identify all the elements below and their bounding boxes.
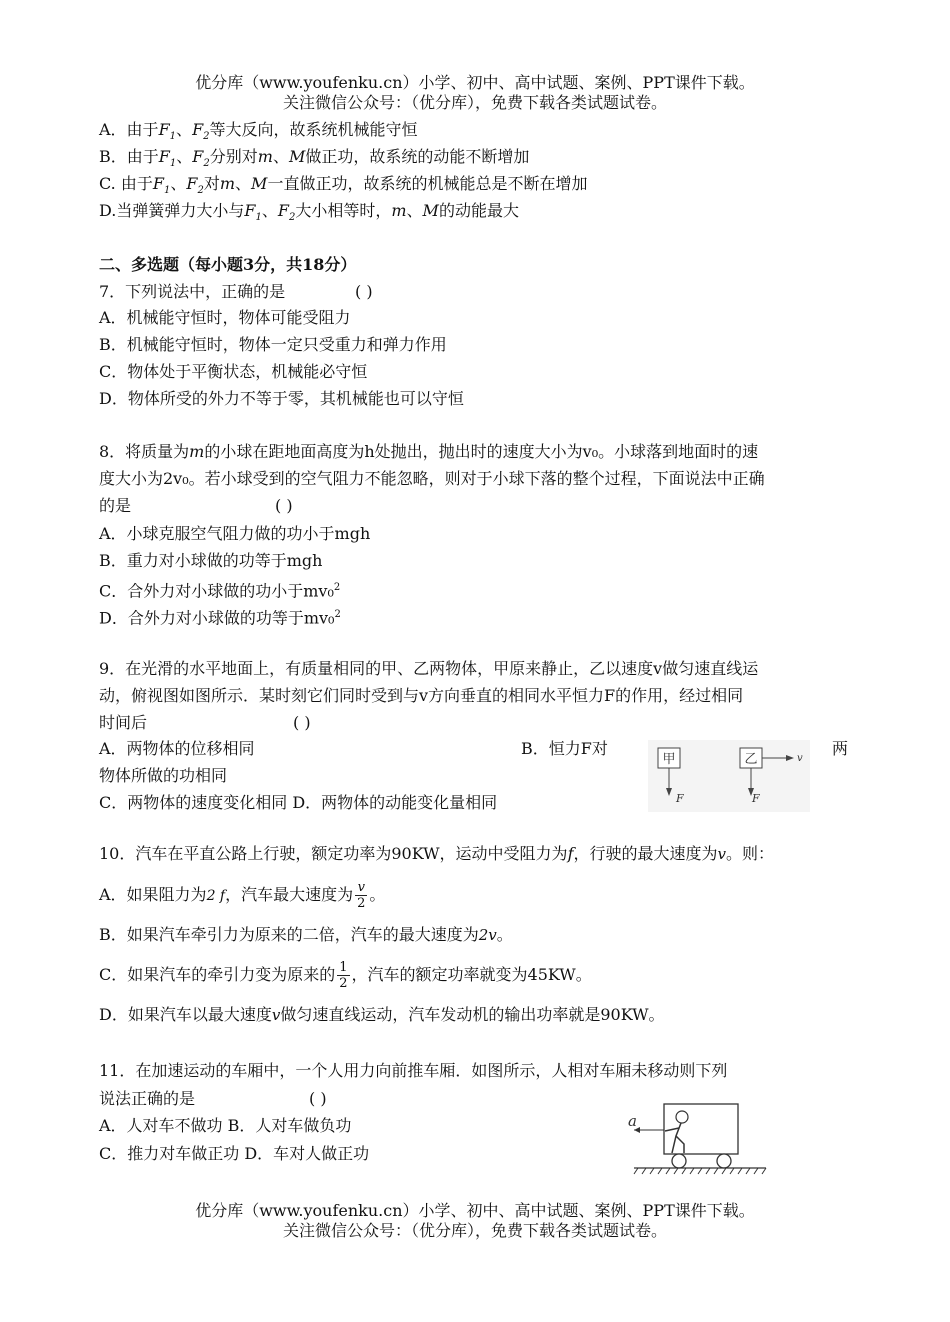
q10-option-b: B．如果汽车牵引力为原来的二倍，汽车的最大速度为2v。 — [99, 925, 513, 944]
q10-option-a: A．如果阻力为2 f，汽车最大速度为 $\frac{v}{2}$ 。 — [99, 880, 386, 911]
label-a: a — [628, 1112, 637, 1130]
wheel-left — [672, 1154, 686, 1168]
label-v: v — [797, 753, 803, 764]
q10-stem: 10．汽车在平直公路上行驶，额定功率为90KW，运动中受阻力为f，行驶的最大速度为v。则： — [99, 844, 774, 863]
footer-line-2: 关注微信公众号：（优分库），免费下载各类试题试卷。 — [282, 1221, 667, 1240]
q11-stem-line-1: 11．在加速运动的车厢中，一个人用力向前推车厢．如图所示，人相对车厢未移动则下列 — [99, 1061, 728, 1080]
q9-option-b-part2: 两 — [832, 739, 849, 758]
q11-stem-line-2: 说法正确的是 ( ) — [99, 1089, 327, 1108]
q7-stem: 7．下列说法中，正确的是 ( ) — [99, 282, 373, 301]
q8-option-c: C．合外力对小球做的功小于mv₀$^2$ — [99, 581, 341, 601]
q9-option-a: A．两物体的位移相同 — [99, 739, 255, 758]
section-title: 二、多选题（每小题3分，共18分） — [99, 255, 357, 274]
header-line-2: 关注微信公众号：（优分库），免费下载各类试题试卷。 — [282, 93, 667, 112]
q8-stem-line-1: 8．将质量为𝑚的小球在距地面高度为h处抛出，抛出时的速度大小为v₀。小球落到地面时的速 — [99, 442, 759, 461]
footer-line-1: 优分库（www.youfenku.cn）小学、初中、高中试题、案例、PPT课件下载。 — [195, 1201, 755, 1220]
header-line-1: 优分库（www.youfenku.cn）小学、初中、高中试题、案例、PPT课件下载。 — [195, 73, 755, 92]
q6-option-a: A．由于$F_1$、$F_2$等大反向，故系统机械能守恒 — [99, 120, 418, 143]
q6-option-b: B．由于$F_1$、$F_2$分别对m、M做正功，故系统的动能不断增加 — [99, 147, 530, 170]
block-yi-label: 乙 — [744, 752, 758, 767]
q6-option-c: C. 由于$F_1$、$F_2$对m、M一直做正功，故系统的机械能总是不断在增加 — [99, 174, 588, 197]
q9-figure — [648, 740, 810, 812]
q7-option-d: D．物体所受的外力不等于零，其机械能也可以守恒 — [99, 389, 464, 408]
q9-stem-line-1: 9．在光滑的水平地面上，有质量相同的甲、乙两物体，甲原来静止，乙以速度v做匀速直线运 — [99, 659, 759, 678]
q11-option-cd: C．推力对车做正功 D．车对人做正功 — [99, 1144, 370, 1163]
q8-stem-line-2: 度大小为2v₀。若小球受到的空气阻力不能忽略，则对于小球下落的整个过程，下面说法中正确 — [99, 469, 765, 488]
q8-option-b: B．重力对小球做的功等于mgh — [99, 551, 323, 570]
q9-option-cd: C．两物体的速度变化相同 D．两物体的动能变化量相同 — [99, 793, 498, 812]
q9-option-b-part1: B．恒力F对 — [521, 739, 608, 758]
q7-option-c: C．物体处于平衡状态，机械能必守恒 — [99, 362, 368, 381]
q8-option-a: A．小球克服空气阻力做的功小于mgh — [99, 524, 371, 543]
label-f-jia: F — [676, 792, 684, 805]
q11-figure — [624, 1100, 770, 1180]
q7-option-b: B．机械能守恒时，物体一定只受重力和弹力作用 — [99, 335, 447, 354]
q9-stem-line-3: 时间后 ( ) — [99, 713, 311, 732]
wheel-right — [717, 1154, 731, 1168]
q9-stem-line-2: 动，俯视图如图所示．某时刻它们同时受到与v方向垂直的相同水平恒力F的作用，经过相同 — [99, 686, 744, 705]
block-jia-label: 甲 — [662, 752, 676, 767]
q8-option-d: D．合外力对小球做的功等于mv₀$^2$ — [99, 608, 341, 628]
person-head — [676, 1111, 688, 1123]
q11-option-ab: A．人对车不做功 B．人对车做负功 — [99, 1116, 352, 1135]
q6-option-d: D.当弹簧弹力大小与$F_1$、$F_2$大小相等时，m、M的动能最大 — [99, 201, 519, 224]
q10-option-d: D．如果汽车以最大速度v做匀速直线运动，汽车发动机的输出功率就是90KW。 — [99, 1005, 665, 1024]
q8-stem-line-3: 的是 ( ) — [99, 496, 293, 515]
label-f-yi: F — [752, 792, 760, 805]
q7-option-a: A．机械能守恒时，物体可能受阻力 — [99, 308, 351, 327]
q10-option-c: C．如果汽车的牵引力变为原来的 $\frac{1}{2}$ ，汽车的额定功率就变为45KW。 — [99, 960, 592, 991]
q9-option-b-part3: 物体所做的功相同 — [99, 766, 228, 785]
ground-hatching — [634, 1168, 766, 1174]
